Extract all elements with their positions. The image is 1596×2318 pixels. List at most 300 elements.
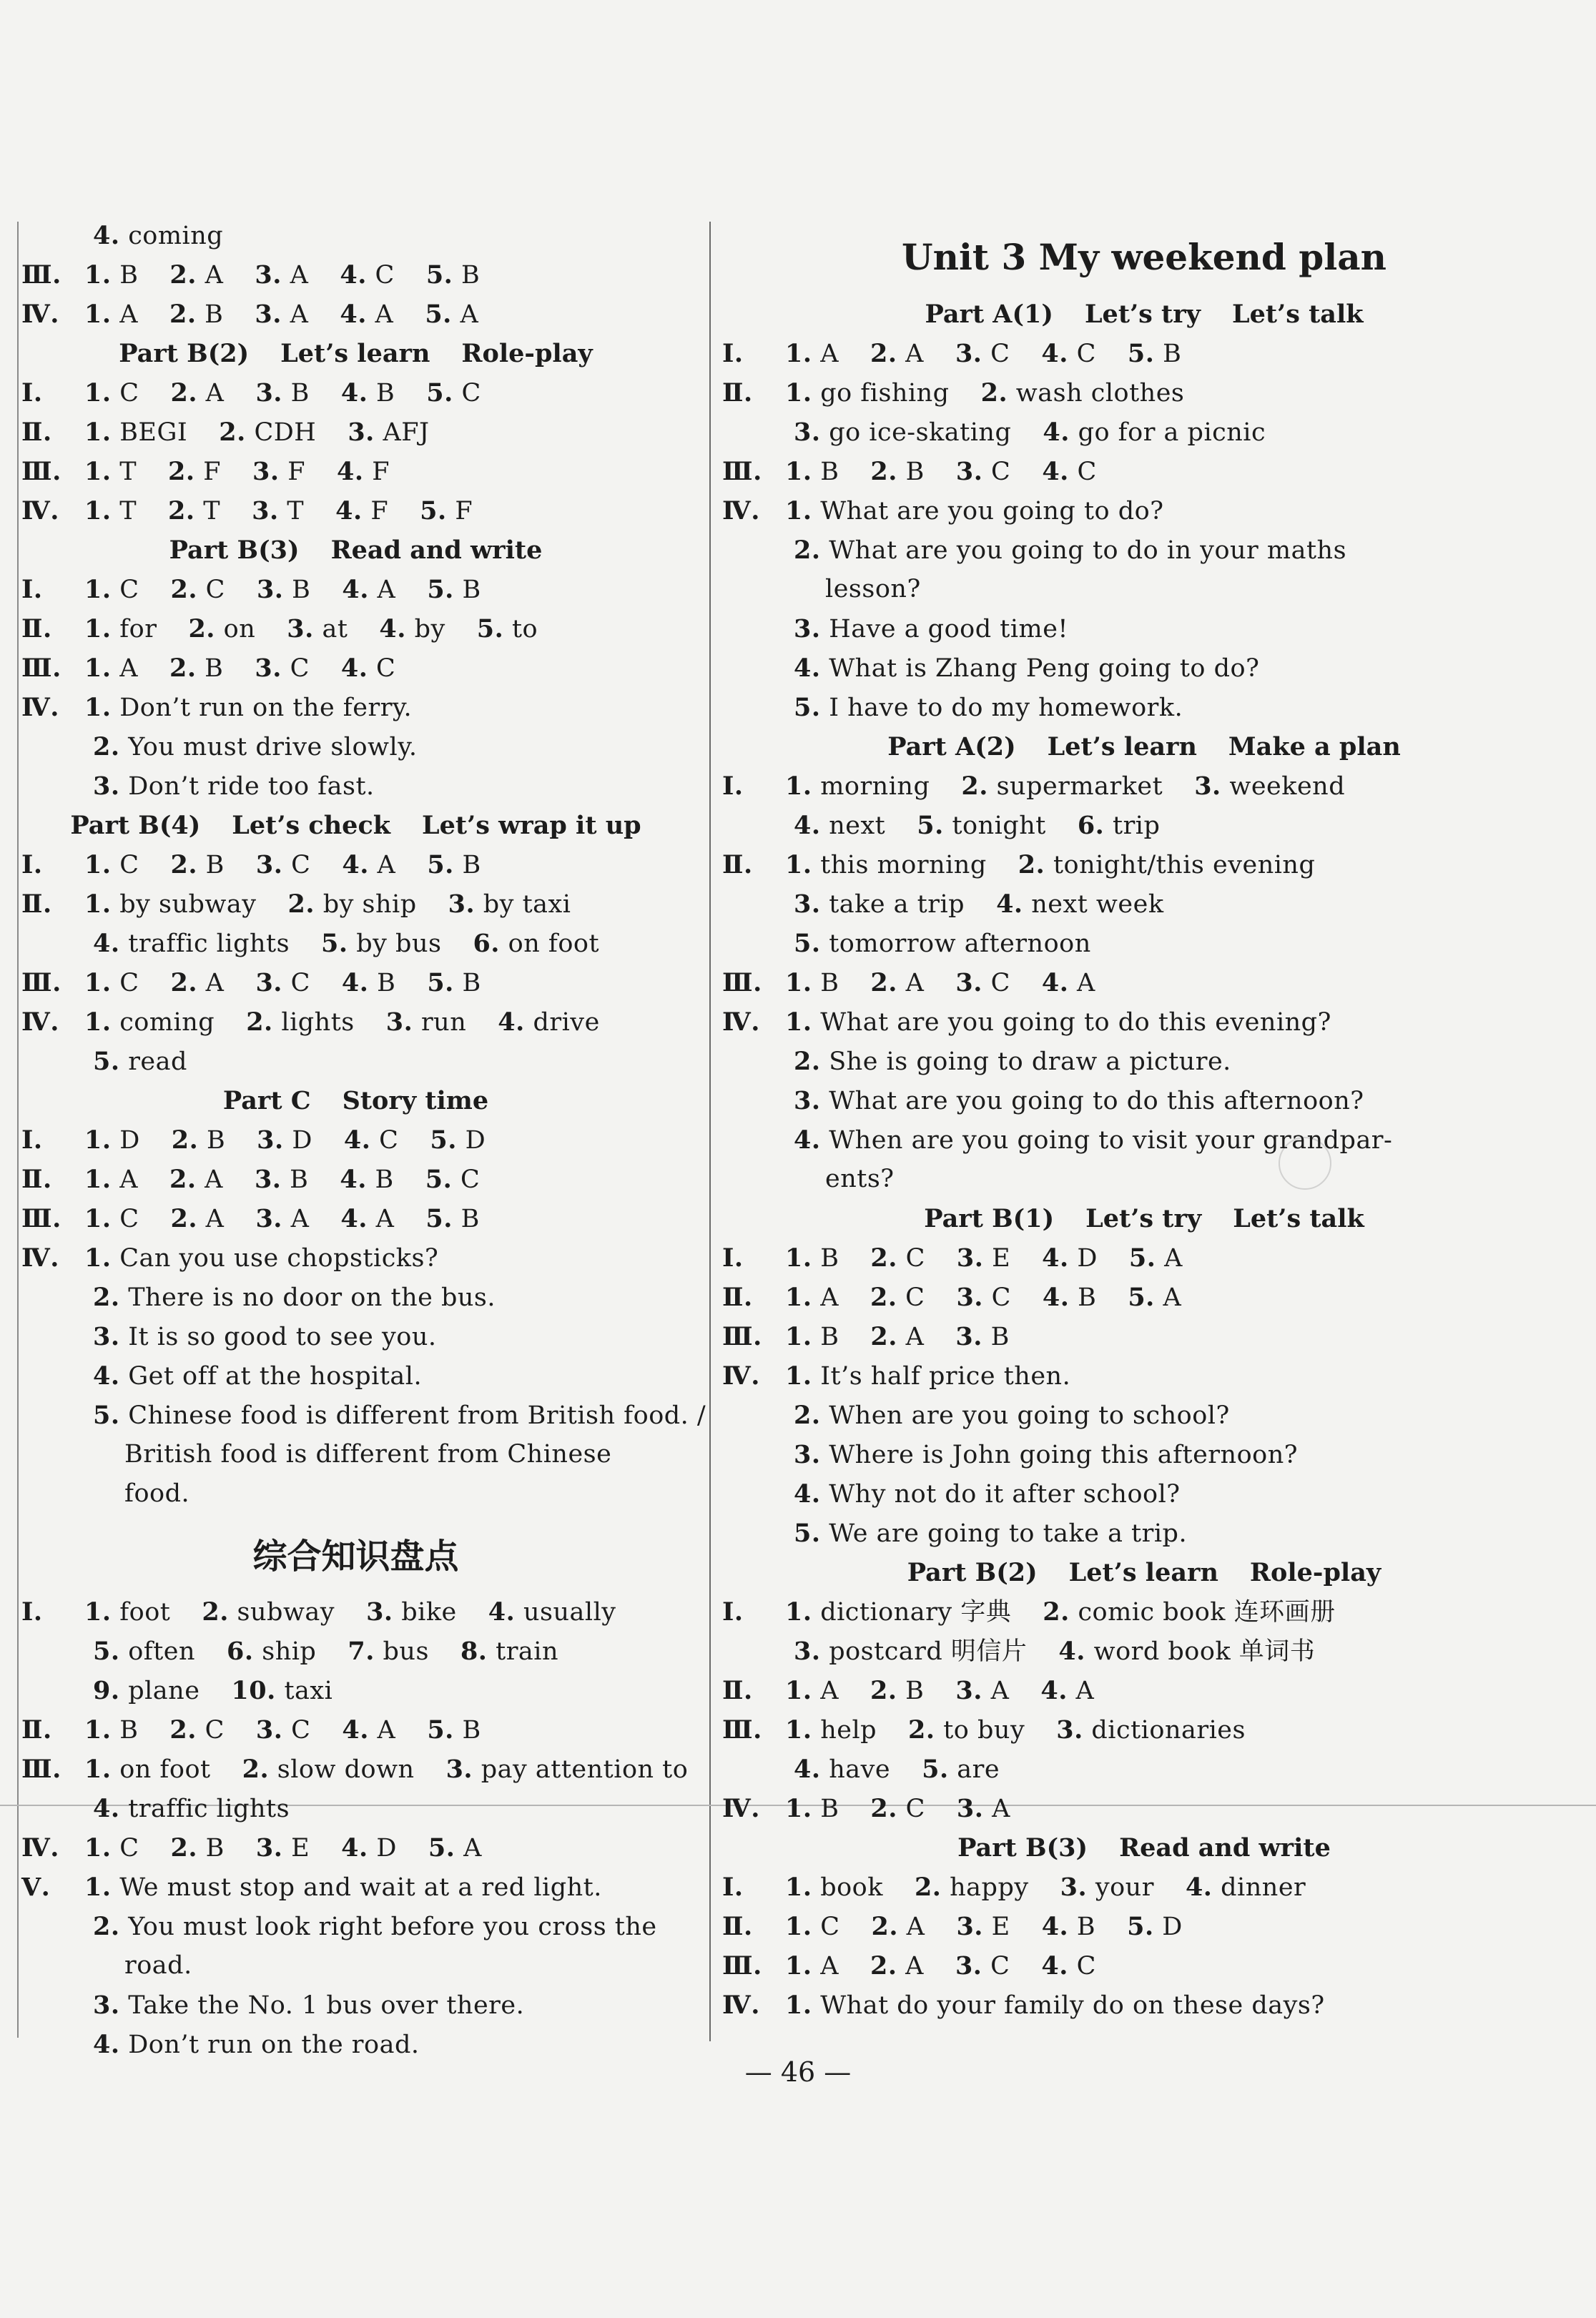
answer-value: CDH bbox=[254, 418, 317, 447]
roman-numeral: Ⅲ. bbox=[21, 968, 61, 997]
answer-item bbox=[1042, 452, 1096, 492]
answer-number: 3. bbox=[794, 1637, 821, 1666]
answer-value: B bbox=[119, 261, 139, 290]
answer-item bbox=[870, 963, 924, 1003]
roman-numeral: Ⅱ. bbox=[21, 889, 52, 919]
answer-number: 2. bbox=[169, 300, 197, 329]
section-heading-part: Role-play bbox=[1249, 1558, 1381, 1587]
answer-value: A bbox=[992, 1795, 1010, 1823]
answer-line bbox=[722, 1042, 1566, 1081]
answer-line bbox=[722, 1474, 1566, 1514]
answer-value: C bbox=[905, 1795, 925, 1823]
answer-value: to bbox=[511, 615, 538, 643]
answer-item bbox=[785, 766, 930, 807]
answer-value: plane bbox=[128, 1677, 200, 1705]
answer-row bbox=[21, 491, 690, 531]
answer-number: 5. bbox=[428, 1833, 455, 1863]
answer-row bbox=[21, 1238, 690, 1278]
answer-number: 4. bbox=[1042, 457, 1069, 486]
answer-row bbox=[722, 1789, 1566, 1828]
answer-number: 2. bbox=[170, 1204, 198, 1233]
answer-number: 5. bbox=[321, 929, 348, 958]
answer-number: 2. bbox=[188, 614, 215, 643]
answer-value: B bbox=[1163, 340, 1182, 368]
section-heading-part: Story time bbox=[342, 1086, 489, 1115]
answer-value: word book 单词书 bbox=[1093, 1637, 1316, 1666]
answer-number: 3. bbox=[956, 1794, 984, 1823]
answer-text: Have a good time! bbox=[829, 615, 1068, 643]
answer-item bbox=[341, 648, 395, 689]
answer-row bbox=[722, 1317, 1566, 1356]
answer-number: 1. bbox=[785, 1873, 812, 1902]
answer-number: 4. bbox=[1185, 1873, 1213, 1902]
answer-number: 1. bbox=[84, 1833, 112, 1863]
answer-row bbox=[21, 1160, 690, 1199]
answer-number: 2. bbox=[870, 1283, 897, 1312]
answer-value: B bbox=[290, 1165, 309, 1194]
answer-value: C bbox=[905, 1283, 925, 1312]
section-heading-part: Read and write bbox=[330, 536, 543, 565]
answer-item bbox=[956, 1278, 1010, 1318]
answer-item bbox=[170, 1199, 224, 1239]
answer-value: tonight/this evening bbox=[1053, 851, 1316, 879]
section-heading bbox=[722, 727, 1566, 766]
answer-value: next week bbox=[1031, 890, 1164, 919]
answer-number: 1. bbox=[84, 614, 112, 643]
answer-item bbox=[342, 845, 395, 885]
roman-numeral: Ⅲ. bbox=[722, 968, 762, 997]
answer-value: morning bbox=[820, 772, 930, 801]
answer-text: Get off at the hospital. bbox=[128, 1362, 423, 1391]
answer-item bbox=[93, 924, 290, 964]
answer-row bbox=[21, 1710, 690, 1750]
roman-numeral: Ⅰ. bbox=[21, 1125, 43, 1155]
answer-number: 3. bbox=[956, 1283, 983, 1312]
roman-numeral: Ⅳ. bbox=[21, 1833, 59, 1863]
answer-item bbox=[188, 609, 255, 649]
answer-value: lights bbox=[281, 1008, 355, 1037]
answer-value: on bbox=[223, 615, 256, 643]
answer-number: 5. bbox=[430, 1125, 457, 1155]
answer-value: A bbox=[820, 1283, 839, 1312]
answer-number: 2. bbox=[170, 968, 198, 997]
answer-value: coming bbox=[119, 1008, 215, 1037]
answer-number: 1. bbox=[84, 1715, 112, 1745]
answer-row bbox=[722, 1632, 1566, 1671]
answer-item bbox=[84, 1868, 602, 1908]
answer-number: 1. bbox=[785, 850, 812, 879]
answer-number: 1. bbox=[785, 1283, 812, 1312]
answer-value: D bbox=[376, 1834, 397, 1863]
answer-line bbox=[21, 727, 690, 766]
answer-row bbox=[21, 1828, 690, 1868]
answer-item bbox=[255, 1160, 308, 1200]
answer-number: 2. bbox=[93, 1283, 120, 1312]
answer-text: When are you going to school? bbox=[829, 1401, 1230, 1430]
answer-item bbox=[1043, 1278, 1096, 1318]
answer-number: 3. bbox=[255, 300, 282, 329]
answer-value: A bbox=[290, 1205, 310, 1233]
answer-number: 5. bbox=[425, 260, 453, 290]
answer-row bbox=[722, 1002, 1566, 1042]
section-heading bbox=[21, 1081, 690, 1120]
answer-value: train bbox=[496, 1637, 559, 1666]
answer-row bbox=[722, 1278, 1566, 1317]
answer-number: 4. bbox=[996, 889, 1023, 919]
answer-item bbox=[1058, 1632, 1315, 1672]
answer-number: 4. bbox=[342, 1715, 369, 1745]
answer-value: B bbox=[290, 379, 310, 408]
answer-number: 3. bbox=[252, 496, 279, 526]
answer-row bbox=[722, 1946, 1566, 1986]
answer-value: A bbox=[1163, 1283, 1182, 1312]
roman-numeral: Ⅲ. bbox=[21, 1755, 61, 1784]
answer-number: 3. bbox=[1194, 771, 1221, 801]
section-heading-part: Part B(2) bbox=[119, 339, 250, 368]
answer-item bbox=[420, 491, 473, 531]
roman-numeral: Ⅳ. bbox=[21, 496, 59, 526]
answer-value: C bbox=[290, 654, 310, 683]
answer-item bbox=[257, 1120, 312, 1160]
answer-number: 1. bbox=[785, 1912, 812, 1941]
answer-number: 2. bbox=[980, 378, 1008, 408]
answer-row bbox=[21, 884, 690, 924]
answer-value: B bbox=[375, 1165, 394, 1194]
answer-value: have bbox=[829, 1755, 891, 1784]
answer-number: 2. bbox=[168, 457, 195, 486]
answer-row bbox=[722, 766, 1566, 806]
answer-value: E bbox=[291, 1834, 310, 1863]
answer-text: Where is John going this afternoon? bbox=[829, 1441, 1299, 1469]
answer-value: T bbox=[119, 497, 137, 526]
answer-number: 4. bbox=[794, 1479, 821, 1509]
answer-value: T bbox=[287, 497, 305, 526]
answer-row bbox=[722, 963, 1566, 1002]
answer-item bbox=[870, 334, 924, 374]
answer-item bbox=[956, 1907, 1010, 1947]
answer-item bbox=[93, 1671, 200, 1711]
answer-item bbox=[257, 570, 310, 610]
answer-item bbox=[870, 1317, 924, 1357]
answer-item bbox=[84, 452, 137, 492]
answer-number: 6. bbox=[473, 929, 500, 958]
answer-item bbox=[379, 609, 445, 649]
answer-item bbox=[348, 413, 429, 453]
answer-number: 5. bbox=[427, 1715, 454, 1745]
answer-item bbox=[168, 452, 221, 492]
answer-value: It’s half price then. bbox=[820, 1362, 1071, 1391]
answer-item bbox=[1060, 1868, 1154, 1908]
answer-number: 5. bbox=[93, 1047, 120, 1076]
answer-item bbox=[955, 1671, 1009, 1711]
answer-item bbox=[426, 255, 480, 295]
roman-numeral: Ⅳ. bbox=[722, 1794, 760, 1823]
answer-row bbox=[722, 1986, 1566, 2025]
answer-number: 3. bbox=[255, 654, 282, 683]
answer-item bbox=[246, 1002, 355, 1042]
answer-value: A bbox=[205, 379, 225, 408]
answer-number: 4. bbox=[340, 378, 368, 408]
answer-row bbox=[21, 413, 690, 452]
answer-text: road. bbox=[124, 1951, 192, 1980]
answer-text: There is no door on the bus. bbox=[128, 1283, 496, 1312]
answer-item bbox=[252, 452, 305, 492]
answer-row bbox=[722, 413, 1566, 452]
answer-value: B bbox=[205, 654, 224, 683]
answer-item bbox=[84, 1592, 170, 1632]
answer-number: 1. bbox=[84, 457, 112, 486]
answer-item bbox=[93, 1632, 195, 1672]
answer-item bbox=[1128, 1278, 1181, 1318]
answer-item bbox=[170, 570, 225, 610]
answer-item bbox=[955, 1946, 1010, 1986]
answer-number: 5. bbox=[427, 850, 454, 879]
answer-value: B bbox=[905, 458, 925, 486]
section-heading-part: Let’s try bbox=[1085, 1204, 1202, 1233]
answer-line bbox=[21, 1789, 690, 1828]
section-heading-part: Part A(1) bbox=[925, 300, 1053, 329]
answer-text: Chinese food is different from British food. / bbox=[128, 1401, 706, 1430]
answer-number: 1. bbox=[785, 1951, 812, 1981]
answer-number: 4. bbox=[1040, 1676, 1068, 1705]
answer-value: B bbox=[905, 1677, 925, 1705]
answer-row bbox=[21, 1002, 690, 1042]
answer-number: 5. bbox=[476, 614, 504, 643]
answer-number: 5. bbox=[794, 693, 821, 722]
answer-value: E bbox=[991, 1913, 1010, 1941]
answer-value: on foot bbox=[508, 929, 600, 958]
answer-value: by taxi bbox=[483, 890, 571, 919]
answer-item bbox=[1043, 413, 1266, 453]
answer-number: 3. bbox=[794, 889, 821, 919]
answer-row bbox=[722, 1868, 1566, 1907]
answer-value: C bbox=[291, 851, 311, 879]
answer-number: 2. bbox=[794, 536, 821, 565]
answer-value: D bbox=[292, 1126, 312, 1155]
answer-number: 4. bbox=[93, 221, 120, 250]
roman-numeral: Ⅴ. bbox=[21, 1873, 51, 1902]
answer-row bbox=[21, 688, 690, 727]
answer-row bbox=[21, 1671, 690, 1710]
answer-row bbox=[21, 255, 690, 295]
answer-number: 10. bbox=[231, 1676, 276, 1705]
answer-row bbox=[21, 1750, 690, 1789]
answer-number: 4. bbox=[794, 811, 821, 840]
answer-item bbox=[366, 1592, 457, 1632]
roman-numeral: Ⅲ. bbox=[722, 1951, 762, 1981]
answer-item bbox=[255, 373, 309, 413]
answer-item bbox=[84, 373, 139, 413]
answer-number: 1. bbox=[84, 378, 112, 408]
answer-text: food. bbox=[124, 1479, 190, 1508]
answer-number: 2. bbox=[202, 1597, 229, 1627]
answer-number: 1. bbox=[785, 339, 812, 368]
answer-value: B bbox=[462, 576, 481, 604]
answer-row bbox=[21, 1120, 690, 1160]
answer-item bbox=[202, 1592, 335, 1632]
answer-number: 2. bbox=[794, 1401, 821, 1430]
review-title: 综合知识盘点 bbox=[252, 1537, 459, 1577]
answer-value: B bbox=[119, 1716, 139, 1745]
answer-item bbox=[425, 1160, 480, 1200]
answer-item bbox=[427, 845, 481, 885]
answer-line bbox=[21, 1278, 690, 1317]
section-heading-part: Role-play bbox=[461, 339, 593, 368]
answer-text: traffic lights bbox=[128, 1795, 290, 1823]
section-heading-part: Let’s talk bbox=[1233, 1204, 1364, 1233]
answer-value: A bbox=[205, 969, 225, 997]
answer-item bbox=[785, 1317, 839, 1357]
answer-value: B bbox=[205, 1834, 225, 1863]
roman-numeral: Ⅳ. bbox=[722, 1991, 760, 2020]
answer-item bbox=[473, 924, 599, 964]
answer-number: 5. bbox=[420, 496, 447, 526]
answer-value: BEGI bbox=[119, 418, 188, 447]
roman-numeral: Ⅳ. bbox=[722, 1007, 760, 1037]
answer-value: B bbox=[820, 458, 839, 486]
answer-number: 2. bbox=[242, 1755, 270, 1784]
answer-number: 5. bbox=[1128, 1243, 1156, 1273]
answer-value: by bus bbox=[356, 929, 442, 958]
answer-number: 3. bbox=[955, 1951, 982, 1981]
answer-row bbox=[722, 1710, 1566, 1750]
answer-item bbox=[870, 1789, 925, 1829]
answer-value: C bbox=[1076, 340, 1096, 368]
answer-number: 3. bbox=[385, 1007, 413, 1037]
answer-line bbox=[722, 924, 1566, 963]
roman-numeral: Ⅲ. bbox=[722, 1322, 762, 1351]
answer-value: by subway bbox=[119, 890, 257, 919]
roman-numeral: Ⅱ. bbox=[21, 614, 52, 643]
answer-value: to buy bbox=[943, 1716, 1025, 1745]
answer-number: 2. bbox=[870, 968, 897, 997]
answer-row bbox=[722, 334, 1566, 373]
answer-number: 4. bbox=[93, 2030, 120, 2059]
answer-item bbox=[84, 255, 138, 295]
answer-text: You must drive slowly. bbox=[128, 733, 418, 761]
answer-item bbox=[287, 609, 348, 649]
answer-value: A bbox=[375, 300, 394, 329]
answer-row bbox=[722, 491, 1566, 531]
answer-item bbox=[1194, 766, 1345, 807]
answer-value: go for a picnic bbox=[1078, 418, 1266, 447]
section-heading bbox=[722, 295, 1566, 334]
answer-item bbox=[871, 1907, 925, 1947]
answer-item bbox=[785, 1789, 839, 1829]
answer-item bbox=[84, 1750, 211, 1790]
answer-value: B bbox=[376, 379, 395, 408]
answer-item bbox=[996, 884, 1163, 924]
answer-value: A bbox=[377, 1716, 396, 1745]
answer-item bbox=[1186, 1868, 1306, 1908]
roman-numeral: Ⅲ. bbox=[21, 1204, 61, 1233]
section-heading-part: Part B(2) bbox=[907, 1558, 1038, 1587]
answer-number: 3. bbox=[1060, 1873, 1088, 1902]
answer-row bbox=[21, 295, 690, 334]
answer-line bbox=[722, 1396, 1566, 1435]
answer-item bbox=[870, 1671, 924, 1711]
answer-value: dictionaries bbox=[1091, 1716, 1246, 1745]
answer-text: It is so good to see you. bbox=[128, 1323, 437, 1351]
answer-item bbox=[255, 648, 309, 689]
answer-item bbox=[340, 295, 393, 335]
answer-item bbox=[170, 1828, 224, 1868]
roman-numeral: Ⅰ. bbox=[722, 1873, 744, 1902]
answer-item bbox=[955, 963, 1010, 1003]
answer-number: 3. bbox=[956, 1912, 983, 1941]
answer-number: 3. bbox=[445, 1755, 473, 1784]
answer-number: 1. bbox=[785, 1991, 812, 2020]
answer-number: 2. bbox=[170, 1833, 198, 1863]
answer-text: British food is different from Chinese bbox=[124, 1440, 612, 1469]
answer-item bbox=[785, 1710, 877, 1750]
answer-number: 5. bbox=[93, 1637, 120, 1666]
answer-line bbox=[21, 1356, 690, 1396]
answer-row bbox=[21, 924, 690, 963]
answer-line bbox=[21, 1986, 690, 2025]
answer-value: B bbox=[820, 1323, 839, 1351]
answer-continuation bbox=[21, 1946, 690, 1986]
answer-number: 2. bbox=[93, 1912, 120, 1941]
answer-number: 1. bbox=[785, 457, 812, 486]
answer-item bbox=[342, 963, 395, 1003]
answer-item bbox=[498, 1002, 600, 1042]
answer-item bbox=[340, 1199, 394, 1239]
answer-value: taxi bbox=[284, 1677, 333, 1705]
answer-item bbox=[1018, 845, 1316, 885]
answer-row bbox=[722, 1238, 1566, 1278]
answer-item bbox=[84, 295, 138, 335]
answer-line bbox=[722, 1435, 1566, 1474]
answer-line bbox=[21, 766, 690, 806]
answer-value: A bbox=[905, 1323, 925, 1351]
answer-item bbox=[340, 1160, 393, 1200]
answer-continuation bbox=[722, 1160, 1566, 1199]
answer-value: weekend bbox=[1229, 772, 1346, 801]
section-heading-part: Part A(2) bbox=[887, 732, 1016, 761]
answer-value: on foot bbox=[119, 1755, 211, 1784]
answer-number: 4. bbox=[340, 1204, 368, 1233]
answer-number: 4. bbox=[794, 1125, 821, 1155]
answer-number: 4. bbox=[794, 1755, 821, 1784]
answer-value: postcard 明信片 bbox=[829, 1637, 1028, 1666]
answer-item bbox=[870, 1238, 925, 1278]
answer-number: 4. bbox=[1043, 418, 1070, 447]
answer-value: B bbox=[462, 1716, 481, 1745]
answer-number: 2. bbox=[1043, 1597, 1070, 1627]
answer-value: C bbox=[461, 379, 481, 408]
answer-number: 1. bbox=[785, 968, 812, 997]
answer-number: 5. bbox=[427, 575, 454, 604]
answer-value: E bbox=[992, 1244, 1011, 1273]
section-heading-part: Part B(3) bbox=[957, 1833, 1088, 1863]
answer-value: A bbox=[1164, 1244, 1183, 1273]
answer-value: C bbox=[119, 1205, 139, 1233]
answer-item bbox=[477, 609, 538, 649]
answer-number: 3. bbox=[348, 418, 375, 447]
answer-text: lesson? bbox=[825, 575, 921, 603]
answer-number: 1. bbox=[84, 418, 112, 447]
answer-item bbox=[1040, 1671, 1094, 1711]
answer-number: 2. bbox=[794, 1047, 821, 1076]
answer-number: 2. bbox=[870, 1951, 897, 1981]
answer-value: at bbox=[322, 615, 348, 643]
answer-number: 4. bbox=[498, 1007, 525, 1037]
answer-number: 9. bbox=[93, 1676, 120, 1705]
answer-value: trip bbox=[1113, 812, 1161, 840]
answer-number: 4. bbox=[340, 260, 367, 290]
answer-text: I have to do my homework. bbox=[829, 694, 1183, 722]
